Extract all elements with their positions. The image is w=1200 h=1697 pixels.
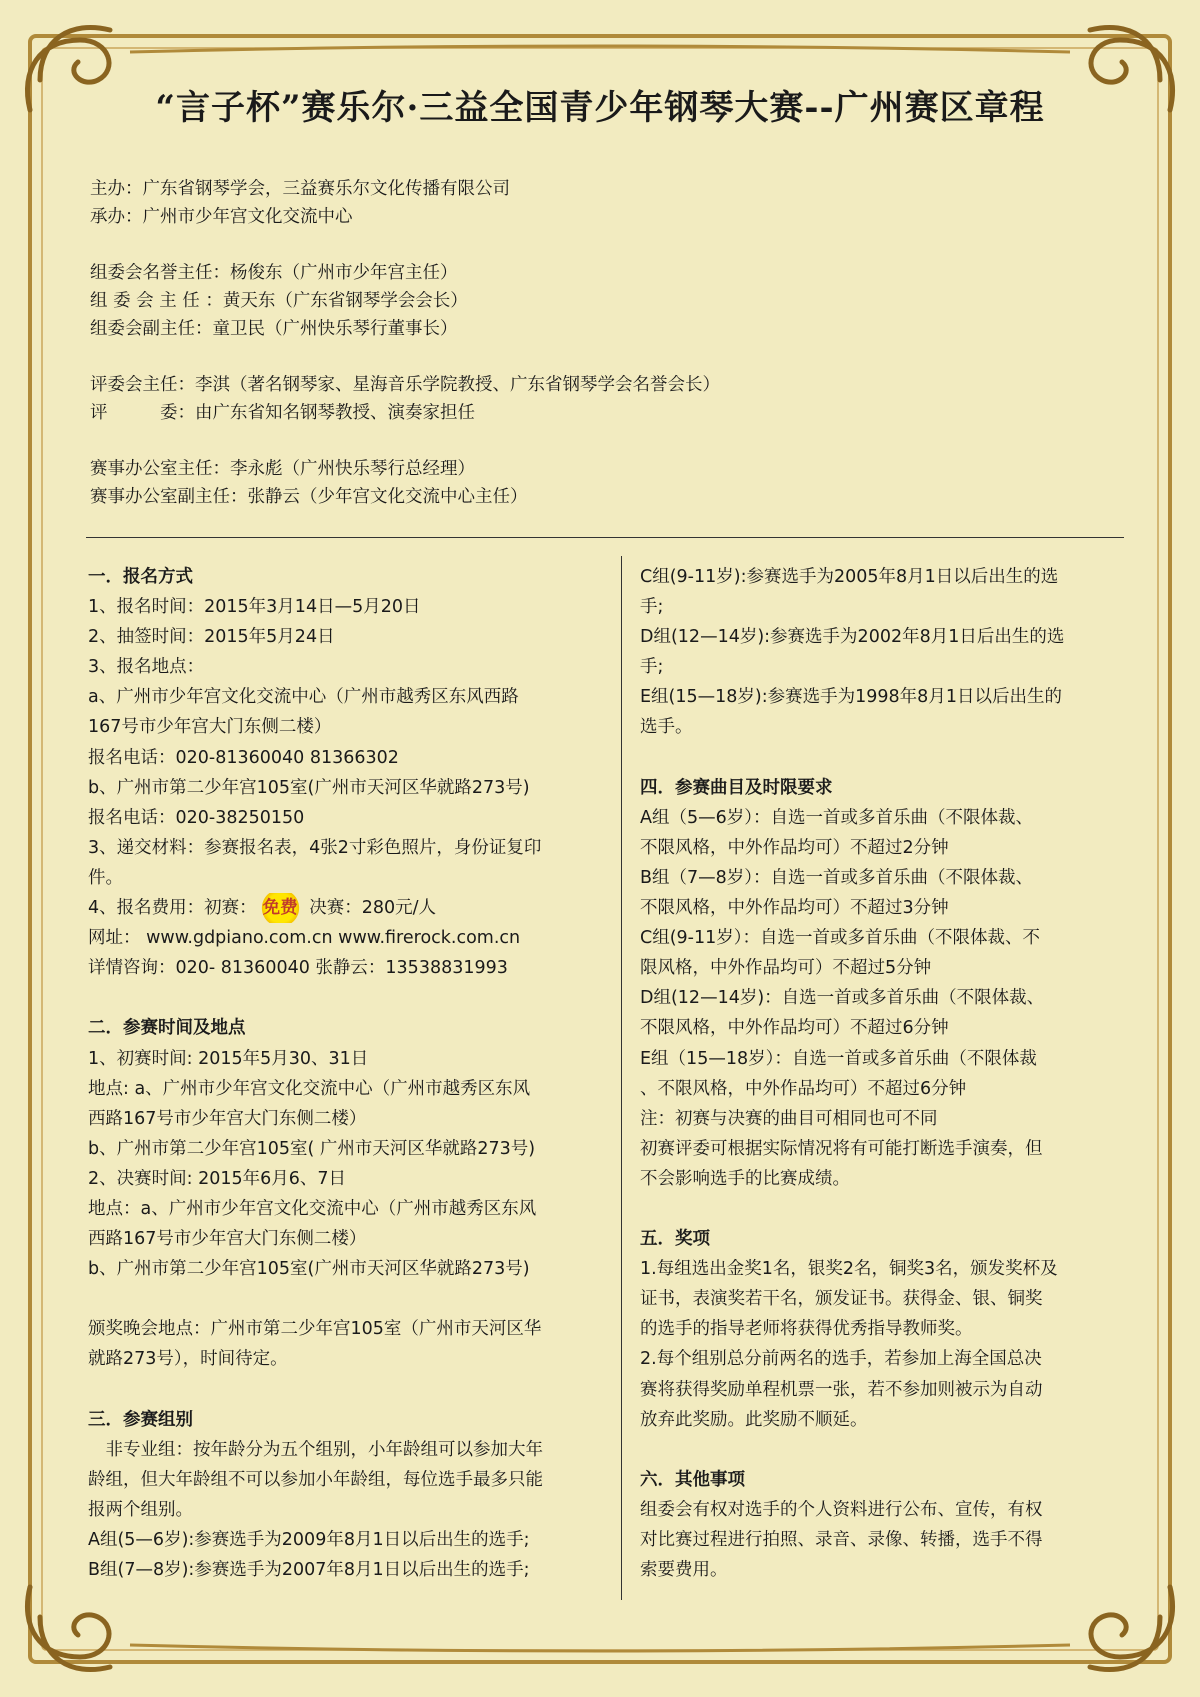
organizer-info (90, 175, 1130, 511)
text-line: b、广州市第二少年宫105室(广州市天河区华就路273号) (88, 1259, 530, 1280)
text-line: 龄组，但大年龄组不可以参加小年龄组，每位选手最多只能 (88, 1469, 543, 1490)
text-line: b、广州市第二少年宫105室( 广州市天河区华就路273号) (88, 1138, 536, 1159)
text-line: 选手。 (640, 717, 693, 738)
header-line: 主办：广东省钢琴学会，三益赛乐尔文化传播有限公司 (90, 179, 510, 199)
text-line: 注：初赛与决赛的曲目可相同也可不同 (640, 1108, 938, 1129)
text-line: 、不限风格，中外作品均可）不超过6分钟 (640, 1078, 967, 1099)
header-line: 赛事办公室主任：李永彪（广州快乐琴行总经理） (90, 459, 475, 479)
text-line: 不限风格，中外作品均可）不超过3分钟 (640, 898, 949, 919)
left-column (88, 562, 613, 1585)
header-line: 组委会副主任：童卫民（广州快乐琴行董事长） (90, 319, 458, 339)
text-line: 1、初赛时间: 2015年5月30、31日 (88, 1048, 369, 1069)
free-badge: 免费 (259, 893, 302, 923)
section-heading: 四．参赛曲目及时限要求 (640, 777, 833, 798)
blank-line (640, 743, 1118, 773)
blank-line (640, 1194, 1118, 1224)
blank-line (90, 343, 1130, 371)
text-line: 地点: a、广州市少年宫文化交流中心（广州市越秀区东风 (88, 1078, 531, 1099)
fee-label: 4、报名费用：初赛： (88, 898, 257, 919)
text-line: 对比赛过程进行拍照、录音、录像、转播，选手不得 (640, 1530, 1043, 1550)
text-line: C组(9-11岁）：自选一首或多首乐曲（不限体裁、不 (640, 928, 1041, 949)
text-line: 初赛评委可根据实际情况将有可能打断选手演奏，但 (640, 1138, 1043, 1159)
header-line: 组 委 会 主 任 ：黄天东（广东省钢琴学会会长） (90, 291, 468, 311)
text-line: 手; (640, 597, 664, 618)
text-line: b、广州市第二少年宫105室(广州市天河区华就路273号) (88, 777, 530, 798)
header-line: 赛事办公室副主任：张静云（少年宫文化交流中心主任） (90, 487, 528, 507)
blank-line (640, 1435, 1118, 1465)
text-line: 组委会有权对选手的个人资料进行公布、宣传，有权 (640, 1499, 1043, 1520)
section-divider (86, 537, 1124, 538)
text-line: D组(12—14岁)：自选一首或多首乐曲（不限体裁、 (640, 988, 1045, 1009)
text-line: 报名电话：020-38250150 (88, 807, 305, 828)
text-line: 报两个组别。 (88, 1499, 193, 1520)
text-line: 2、决赛时间: 2015年6月6、7日 (88, 1168, 347, 1189)
blank-line (88, 1375, 613, 1405)
text-line: E组(15—18岁):参赛选手为1998年8月1日以后出生的 (640, 687, 1062, 708)
section-heading: 六．其他事项 (640, 1469, 745, 1490)
text-line: 地点：a、广州市少年宫文化交流中心（广州市越秀区东风 (88, 1198, 537, 1219)
text-line: 详情咨询：020- 81360040 张静云：13538831993 (88, 958, 508, 979)
text-line: 1.每组选出金奖1名，银奖2名，铜奖3名，颁发奖杯及 (640, 1259, 1058, 1280)
text-line: 2.每个组别总分前两名的选手，若参加上海全国总决 (640, 1349, 1042, 1370)
corner-scroll-bottom-right (1090, 1587, 1173, 1670)
text-line: 167号市少年宫大门东侧二楼） (88, 717, 332, 738)
text-line: 的选手的指导老师将获得优秀指导教师奖。 (640, 1319, 973, 1340)
blank-line (88, 1284, 613, 1314)
header-line: 评 委：由广东省知名钢琴教授、演奏家担任 (90, 403, 475, 423)
text-line: C组(9-11岁):参赛选手为2005年8月1日以后出生的选 (640, 567, 1059, 587)
section-heading: 三．参赛组别 (88, 1409, 193, 1430)
text-line: 3、递交材料：参赛报名表，4张2寸彩色照片，身份证复印 (88, 837, 542, 858)
text-line: 不会影响选手的比赛成绩。 (640, 1168, 850, 1189)
section-heading: 二．参赛时间及地点 (88, 1018, 246, 1039)
text-line: 西路167号市少年宫大门东侧二楼） (88, 1229, 367, 1250)
text-line: 不限风格，中外作品均可）不超过6分钟 (640, 1018, 949, 1039)
page-title: “言子杯”赛乐尔·三益全国青少年钢琴大赛--广州赛区章程 (155, 88, 1045, 128)
text-line: D组(12—14岁):参赛选手为2002年8月1日后出生的选 (640, 627, 1065, 648)
text-line: 件。 (88, 867, 123, 888)
text-line: 手; (640, 657, 664, 678)
text-line: 不限风格，中外作品均可）不超过2分钟 (640, 837, 949, 858)
header-line: 承办：广州市少年宫文化交流中心 (90, 207, 353, 227)
blank-line (90, 231, 1130, 259)
text-line: A组(5—6岁):参赛选手为2009年8月1日以后出生的选手; (88, 1530, 530, 1550)
text-line: 网址： www.gdpiano.com.cn www.firerock.com.cn (88, 928, 521, 949)
final-fee-text: 决赛：280元/人 (303, 898, 437, 919)
text-line: 索要费用。 (640, 1560, 728, 1581)
section-heading: 五．奖项 (640, 1229, 710, 1250)
corner-scroll-bottom-left (27, 1587, 110, 1670)
text-line: 1、报名时间：2015年3月14日—5月20日 (88, 597, 421, 618)
blank-line (90, 427, 1130, 455)
column-divider (621, 556, 622, 1600)
text-line: A组（5—6岁）：自选一首或多首乐曲（不限体裁、 (640, 807, 1033, 828)
text-line: a、广州市少年宫文化交流中心（广州市越秀区东风西路 (88, 687, 519, 708)
section-heading: 一．报名方式 (88, 567, 193, 587)
text-line: 赛将获得奖励单程机票一张，若不参加则被示为自动 (640, 1379, 1043, 1400)
text-line: 西路167号市少年宫大门东侧二楼） (88, 1108, 367, 1129)
text-line: 就路273号），时间待定。 (88, 1349, 288, 1370)
text-line: 3、报名地点： (88, 657, 205, 678)
header-line: 组委会名誉主任：杨俊东（广州市少年宫主任） (90, 263, 458, 283)
blank-line (88, 983, 613, 1013)
text-line: 非专业组：按年龄分为五个组别，小年龄组可以参加大年 (88, 1439, 543, 1460)
text-line: 放弃此奖励。此奖励不顺延。 (640, 1409, 868, 1430)
header-line: 评委会主任：李淇（著名钢琴家、星海音乐学院教授、广东省钢琴学会名誉会长） (90, 375, 720, 395)
text-line: 2、抽签时间：2015年5月24日 (88, 627, 335, 648)
text-line: E组（15—18岁）：自选一首或多首乐曲（不限体裁 (640, 1048, 1037, 1069)
text-line: 限风格，中外作品均可）不超过5分钟 (640, 958, 932, 979)
text-line: 报名电话：020-81360040 81366302 (88, 747, 399, 768)
fee-line (88, 893, 613, 923)
text-line: B组（7—8岁）：自选一首或多首乐曲（不限体裁、 (640, 867, 1034, 888)
text-line: 颁奖晚会地点：广州市第二少年宫105室（广州市天河区华 (88, 1319, 542, 1340)
text-line: 证书，表演奖若干名，颁发证书。获得金、银、铜奖 (640, 1289, 1043, 1310)
text-line: B组(7—8岁):参赛选手为2007年8月1日以后出生的选手; (88, 1560, 530, 1581)
right-column (640, 562, 1118, 1585)
